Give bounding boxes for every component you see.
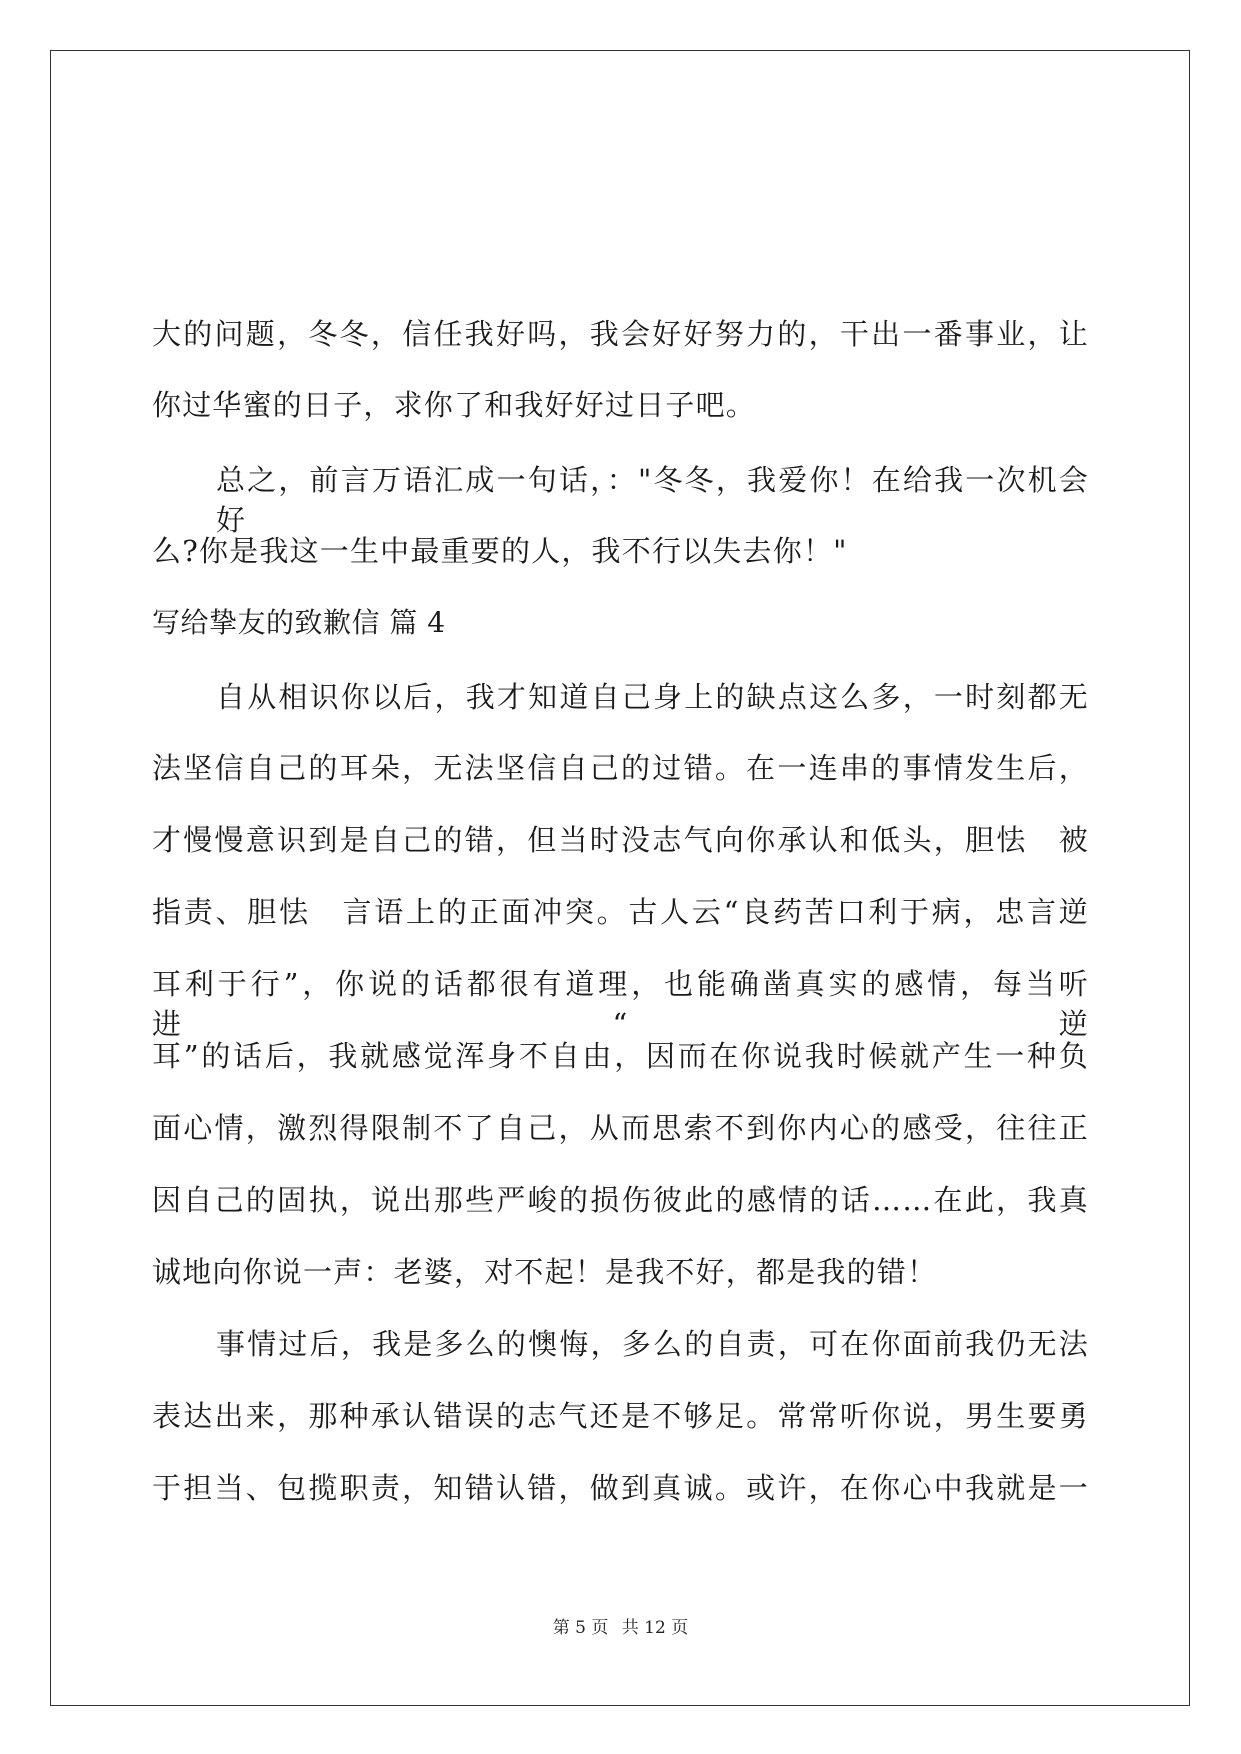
paragraph-line: 自从相识你以后，我才知道自己身上的缺点这么多，一时刻都无 <box>216 680 1089 714</box>
paragraph-line: 因自己的固执，说出那些严峻的损伤彼此的感情的话……在此，我真 <box>152 1183 1089 1217</box>
page-number: 第 5 页 <box>552 1618 609 1638</box>
paragraph-line: 耳利于行”，你说的话都很有道理，也能确凿真实的感情，每当听进“逆 <box>152 967 1089 1041</box>
paragraph-line: 法坚信自己的耳朵，无法坚信自己的过错。在一连串的事情发生后， <box>152 751 1089 785</box>
paragraph-line: 指责、胆怯 言语上的正面冲突。古人云“良药苦口利于病，忠言逆 <box>152 895 1089 929</box>
paragraph-line: 面心情，激烈得限制不了自己，从而思索不到你内心的感受，往往正 <box>152 1111 1089 1145</box>
page-border <box>50 50 1190 1706</box>
total-pages: 共 12 页 <box>621 1618 689 1638</box>
paragraph-line: 么?你是我这一生中最重要的人，我不行以失去你！" <box>152 534 848 568</box>
section-heading: 写给挚友的致歉信 篇 4 <box>152 606 446 639</box>
paragraph-line: 大的问题，冬冬，信任我好吗，我会好好努力的，干出一番事业，让 <box>152 317 1089 351</box>
paragraph-line: 诚地向你说一声：老婆，对不起！是我不好，都是我的错！ <box>152 1255 938 1289</box>
paragraph-line: 事情过后，我是多么的懊悔，多么的自责，可在你面前我仍无法 <box>216 1327 1089 1361</box>
paragraph-line: 于担当、包揽职责，知错认错，做到真诚。或许，在你心中我就是一 <box>152 1471 1089 1505</box>
paragraph-line: 耳”的话后，我就感觉浑身不自由，因而在你说我时候就产生一种负 <box>152 1039 1089 1073</box>
paragraph-line: 才慢慢意识到是自己的错，但当时没志气向你承认和低头，胆怯 被 <box>152 823 1089 857</box>
page-footer <box>0 1613 1241 1638</box>
paragraph-line: 表达出来，那种承认错误的志气还是不够足。常常听你说，男生要勇 <box>152 1399 1089 1433</box>
paragraph-line: 总之，前言万语汇成一句话，："冬冬，我爱你！在给我一次机会好 <box>216 463 1089 537</box>
paragraph-line: 你过华蜜的日子，求你了和我好好过日子吧。 <box>152 388 757 422</box>
